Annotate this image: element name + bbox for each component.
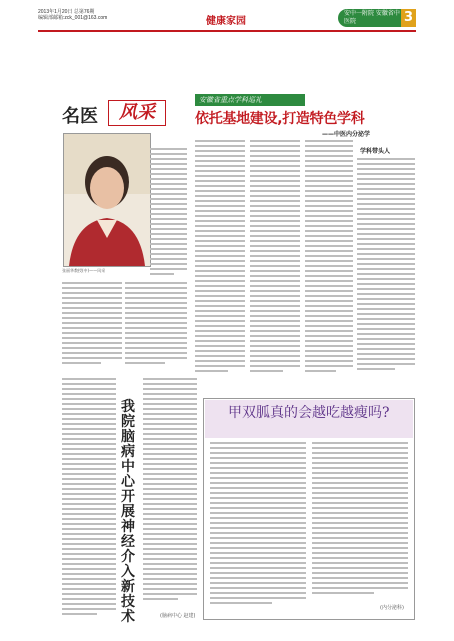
feature-byline: ——中医内分泌学	[322, 131, 371, 138]
article3-body-col2	[312, 442, 408, 602]
doctor-photo	[63, 133, 151, 267]
editor-email: 编辑部邮箱:zck_001@163.com	[38, 15, 108, 21]
feature-body-col3	[305, 140, 353, 380]
photo-caption: 张丽华教授(中)——风采	[62, 268, 106, 273]
article2-body-col2	[143, 378, 197, 608]
sidebar-title: 学科带头人	[360, 148, 391, 155]
article2-author: (脑病中心 赵建)	[160, 613, 196, 619]
profile-intro-text	[150, 148, 187, 288]
issue-date: 2013年1月20日 总第76期	[38, 9, 95, 15]
feature-body-col2	[250, 140, 300, 380]
article2-title: 我院脑病中心开展神经介入新技术	[121, 399, 135, 625]
article3-body-col1	[210, 442, 306, 610]
issue-meta	[38, 9, 107, 21]
feature-body-col1	[195, 140, 245, 380]
hospital-logo: 安中一附院 安徽省中医院	[338, 9, 401, 27]
sidebar-body	[357, 158, 415, 380]
page-header	[38, 9, 416, 29]
article3-author: (内分泌科)	[380, 605, 404, 611]
profile-label-fengcai: 风采	[108, 100, 166, 126]
section-title: 健康家园	[206, 16, 246, 27]
header-rule	[38, 30, 416, 32]
article2-body-col1	[62, 378, 116, 618]
feature-headline: 依托基地建设,打造特色学科	[195, 111, 365, 127]
article3-title: 甲双胍真的会越吃越瘦吗?	[228, 405, 390, 421]
profile-label-mingyi: 名医	[62, 106, 98, 127]
profile-body-col1	[62, 282, 122, 370]
profile-body-col2	[125, 282, 187, 370]
feature-banner: 安徽省重点学科巡礼	[195, 94, 305, 106]
page-number: 3	[401, 9, 416, 27]
profile-label	[62, 100, 167, 126]
